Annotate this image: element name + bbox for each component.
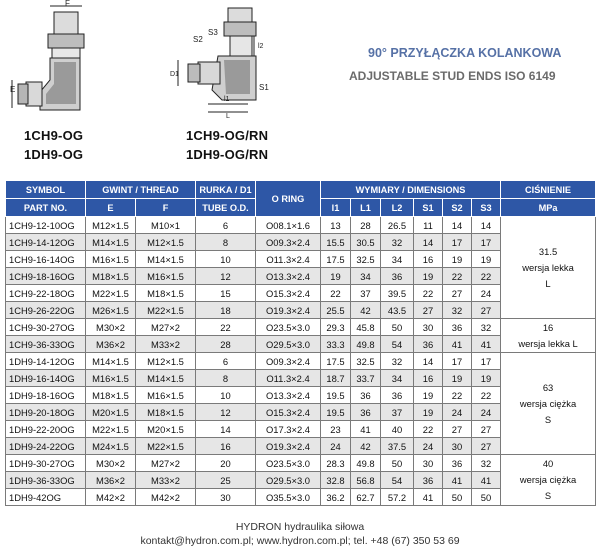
table-cell: 45.8 [351,319,381,336]
table-cell: 19.5 [321,387,351,404]
table-cell: O11.3×2.4 [256,251,321,268]
table-cell: 28 [196,336,256,353]
table-cell: 24 [414,438,443,455]
table-cell: 17 [472,234,501,251]
table-cell: M42×2 [136,489,196,506]
table-cell: 19 [321,268,351,285]
pressure-line: wersja ciężka [519,397,577,409]
table-cell: M14×1.5 [86,234,136,251]
table-cell: 27 [472,302,501,319]
table-cell: 37 [351,285,381,302]
table-cell: 17.5 [321,251,351,268]
table-cell: 24 [443,404,472,421]
pressure-line: S [544,413,552,425]
table-cell: 34 [381,251,414,268]
table-cell: 32.5 [351,251,381,268]
table-cell: 32 [443,302,472,319]
pressure-group-g3 [501,353,596,455]
table-cell: 11 [414,217,443,234]
table-cell: 54 [381,472,414,489]
table-cell: 1CH9-18-16OG [6,268,86,285]
col-tube-od: TUBE O.D. [196,199,256,217]
table-cell: M16×1.5 [86,370,136,387]
table-cell: M18×1.5 [136,404,196,421]
col-mpa: MPa [501,199,596,217]
table-cell: O08.1×1.6 [256,217,321,234]
model-code: 1CH9-OG [24,128,84,143]
table-cell: 33.7 [351,370,381,387]
table-cell: M22×1.5 [136,302,196,319]
table-cell: 24 [321,438,351,455]
pressure-line: wersja ciężka [519,474,577,485]
table-cell: 50 [443,489,472,506]
table-cell: 19 [472,370,501,387]
table-cell: 18.7 [321,370,351,387]
table-cell: 24 [472,285,501,302]
table-cell: 27 [443,421,472,438]
table-cell: M18×1.5 [86,268,136,285]
table-cell: 19.5 [321,404,351,421]
table-cell: 14 [196,421,256,438]
col-symbol: SYMBOL [6,181,86,199]
table-cell: M10×1 [136,217,196,234]
table-cell: O23.5×3.0 [256,455,321,472]
table-cell: 27 [472,421,501,438]
pressure-group-g2 [501,319,596,353]
table-cell: 15.5 [321,234,351,251]
table-cell: O11.3×2.4 [256,370,321,387]
table-cell: 30 [414,319,443,336]
table-cell: O15.3×2.4 [256,404,321,421]
table-cell: 14 [414,234,443,251]
table-cell: 22 [472,387,501,404]
table-cell: 1CH9-16-14OG [6,251,86,268]
table-cell: 34 [381,370,414,387]
col-s3: S3 [472,199,501,217]
label-d1: D1 [170,71,179,78]
table-cell: 39.5 [381,285,414,302]
table-cell: 8 [196,370,256,387]
table-cell: O13.3×2.4 [256,387,321,404]
table-cell: 1DH9-30-27OG [6,455,86,472]
model-codes-left [24,126,83,164]
table-cell: M14×1.5 [136,251,196,268]
table-cell: 41 [351,421,381,438]
col-part-no: PART NO. [6,199,86,217]
table-cell: 14 [414,353,443,370]
table-cell: 36 [414,472,443,489]
table-cell: 50 [381,455,414,472]
table-cell: O19.3×2.4 [256,302,321,319]
table-cell: 18 [196,302,256,319]
table-cell: M20×1.5 [136,421,196,438]
table-cell: M16×1.5 [136,387,196,404]
table-cell: O19.3×2.4 [256,438,321,455]
table-cell: 1CH9-12-10OG [6,217,86,234]
table-cell: 1CH9-22-18OG [6,285,86,302]
table-cell: M22×1.5 [86,421,136,438]
table-cell: 25.5 [321,302,351,319]
table-cell: 16 [196,438,256,455]
table-cell: 1CH9-36-33OG [6,336,86,353]
model-code: 1CH9-OG/RN [186,128,269,143]
table-cell: 20 [196,455,256,472]
table-cell: 32 [381,234,414,251]
pressure-line: 16 [542,321,554,333]
table-cell: 62.7 [351,489,381,506]
table-cell: 42 [351,302,381,319]
table-cell: 41 [472,336,501,353]
table-row [6,455,596,472]
pressure-line: wersja lekka L [518,337,578,349]
table-cell: 19 [443,370,472,387]
table-cell: 17 [472,353,501,370]
table-cell: M27×2 [136,319,196,336]
table-cell: O15.3×2.4 [256,285,321,302]
pressure-group-g1 [501,217,596,319]
table-cell: 1CH9-26-22OG [6,302,86,319]
table-cell: 27 [443,285,472,302]
table-cell: 10 [196,387,256,404]
table-cell: 41 [414,489,443,506]
table-cell: 40 [381,421,414,438]
table-cell: 19 [414,404,443,421]
table-cell: M16×1.5 [136,268,196,285]
col-l1: l1 [321,199,351,217]
elbow-fitting-drawing-right [168,0,273,118]
table-cell: 25 [196,472,256,489]
table-cell: M42×2 [86,489,136,506]
table-cell: 36 [351,387,381,404]
spec-table-body [6,217,596,506]
table-cell: 22 [414,285,443,302]
footer-company: HYDRON hydraulika siłowa [235,521,365,533]
table-cell: 12 [196,268,256,285]
pressure-line: wersja lekka [522,261,574,273]
table-cell: 30 [443,438,472,455]
table-cell: M30×2 [86,319,136,336]
table-cell: M12×1.5 [86,217,136,234]
model-codes-right [186,126,268,164]
table-cell: 17 [443,353,472,370]
table-cell: M12×1.5 [136,234,196,251]
table-cell: M26×1.5 [86,302,136,319]
col-L1: L1 [351,199,381,217]
table-cell: O09.3×2.4 [256,353,321,370]
table-cell: 30 [414,455,443,472]
table-cell: 32 [472,455,501,472]
table-cell: M22×1.5 [86,285,136,302]
col-s1: S1 [414,199,443,217]
table-cell: 36 [381,268,414,285]
pressure-line: S [544,490,552,501]
table-cell: O09.3×2.4 [256,234,321,251]
table-cell: 43.5 [381,302,414,319]
table-cell: 37 [381,404,414,421]
table-cell: 32.8 [321,472,351,489]
table-cell: 10 [196,251,256,268]
table-cell: 6 [196,217,256,234]
table-cell: 14 [443,217,472,234]
label-s3: S3 [208,28,218,37]
col-e: E [86,199,136,217]
table-cell: 1DH9-24-22OG [6,438,86,455]
table-cell: 14 [472,217,501,234]
pressure-line: 63 [542,381,554,393]
table-cell: 42 [351,438,381,455]
table-cell: 36 [443,319,472,336]
table-cell: 36 [443,455,472,472]
label-f: F [65,0,70,8]
table-cell: 1DH9-42OG [6,489,86,506]
table-cell: M33×2 [136,336,196,353]
table-cell: 1DH9-18-16OG [6,387,86,404]
table-row [6,353,596,370]
table-cell: O29.5×3.0 [256,472,321,489]
table-cell: 1DH9-22-20OG [6,421,86,438]
table-cell: 26.5 [381,217,414,234]
product-subtitle: ADJUSTABLE STUD ENDS ISO 6149 [349,69,556,83]
col-L2: L2 [381,199,414,217]
table-cell: 32 [472,319,501,336]
table-cell: 57.2 [381,489,414,506]
table-cell: 22 [196,319,256,336]
table-cell: M36×2 [86,472,136,489]
table-cell: 12 [196,404,256,421]
col-oring: O RING [256,181,321,217]
col-f: F [136,199,196,217]
table-cell: 22 [443,268,472,285]
table-cell: 1DH9-36-33OG [6,472,86,489]
table-row [6,217,596,234]
label-l1: l1 [224,96,230,103]
col-pressure: CIŚNIENIE [501,181,596,199]
table-cell: 19 [414,387,443,404]
table-cell: 29.3 [321,319,351,336]
table-cell: M12×1.5 [136,353,196,370]
table-cell: O23.5×3.0 [256,319,321,336]
table-cell: 15 [196,285,256,302]
table-cell: M18×1.5 [86,387,136,404]
label-l2: l2 [258,43,264,50]
table-cell: 41 [472,472,501,489]
table-cell: 32.5 [351,353,381,370]
table-cell: O35.5×3.0 [256,489,321,506]
table-cell: 41 [443,336,472,353]
table-cell: 16 [414,370,443,387]
table-cell: 13 [321,217,351,234]
table-cell: M16×1.5 [86,251,136,268]
model-code: 1DH9-OG [24,147,84,162]
table-cell: 1DH9-16-14OG [6,370,86,387]
table-cell: M24×1.5 [86,438,136,455]
table-cell: 24 [472,404,501,421]
spec-table [5,180,596,506]
table-cell: M36×2 [86,336,136,353]
table-cell: M14×1.5 [136,370,196,387]
table-cell: M27×2 [136,455,196,472]
label-e: E [10,85,16,94]
table-cell: 36 [414,336,443,353]
table-cell: 30.5 [351,234,381,251]
pressure-group-g4 [501,455,596,506]
table-row [6,319,596,336]
table-cell: 33.3 [321,336,351,353]
table-cell: O29.5×3.0 [256,336,321,353]
table-cell: 22 [414,421,443,438]
label-s1: S1 [259,83,269,92]
table-cell: 19 [472,251,501,268]
table-cell: 8 [196,234,256,251]
table-cell: 41 [443,472,472,489]
table-cell: 1CH9-14-12OG [6,234,86,251]
table-cell: 17 [443,234,472,251]
table-cell: 16 [414,251,443,268]
pressure-line: 31.5 [538,245,558,257]
table-cell: 22 [321,285,351,302]
table-cell: 1DH9-14-12OG [6,353,86,370]
label-s2: S2 [193,35,203,44]
pressure-line: L [545,277,551,289]
table-cell: 37.5 [381,438,414,455]
table-cell: O17.3×2.4 [256,421,321,438]
table-cell: 19 [414,268,443,285]
table-cell: O13.3×2.4 [256,268,321,285]
elbow-fitting-drawing-left [10,0,110,118]
table-cell: 36 [351,404,381,421]
table-cell: 22 [472,268,501,285]
table-cell: 34 [351,268,381,285]
product-title: 90° PRZYŁĄCZKA KOLANKOWA [368,46,562,60]
table-cell: 54 [381,336,414,353]
model-code: 1DH9-OG/RN [186,147,269,162]
pressure-line: 40 [542,458,554,469]
table-cell: 28 [351,217,381,234]
table-cell: 23 [321,421,351,438]
table-cell: 50 [472,489,501,506]
footer-contact: kontakt@hydron.com.pl; www.hydron.com.pl; tel. +48 (67) 350 53 69 [140,535,460,547]
table-cell: 27 [472,438,501,455]
col-s2: S2 [443,199,472,217]
table-cell: 36.2 [321,489,351,506]
table-cell: 28.3 [321,455,351,472]
table-cell: 49.8 [351,336,381,353]
table-cell: M22×1.5 [136,438,196,455]
table-cell: 56.8 [351,472,381,489]
table-cell: M14×1.5 [86,353,136,370]
table-cell: 1DH9-20-18OG [6,404,86,421]
table-cell: 6 [196,353,256,370]
table-cell: 30 [196,489,256,506]
table-cell: 19 [443,251,472,268]
table-cell: M18×1.5 [136,285,196,302]
table-cell: 32 [381,353,414,370]
table-cell: 49.8 [351,455,381,472]
table-cell: 36 [381,387,414,404]
col-dimensions: WYMIARY / DIMENSIONS [321,181,501,199]
col-tube: RURKA / D1 [196,181,256,199]
label-l: L [226,113,230,118]
table-cell: M33×2 [136,472,196,489]
table-cell: 17.5 [321,353,351,370]
col-thread: GWINT / THREAD [86,181,196,199]
table-cell: 1CH9-30-27OG [6,319,86,336]
table-cell: 50 [381,319,414,336]
table-cell: M30×2 [86,455,136,472]
table-cell: M20×1.5 [86,404,136,421]
table-cell: 22 [443,387,472,404]
table-cell: 27 [414,302,443,319]
